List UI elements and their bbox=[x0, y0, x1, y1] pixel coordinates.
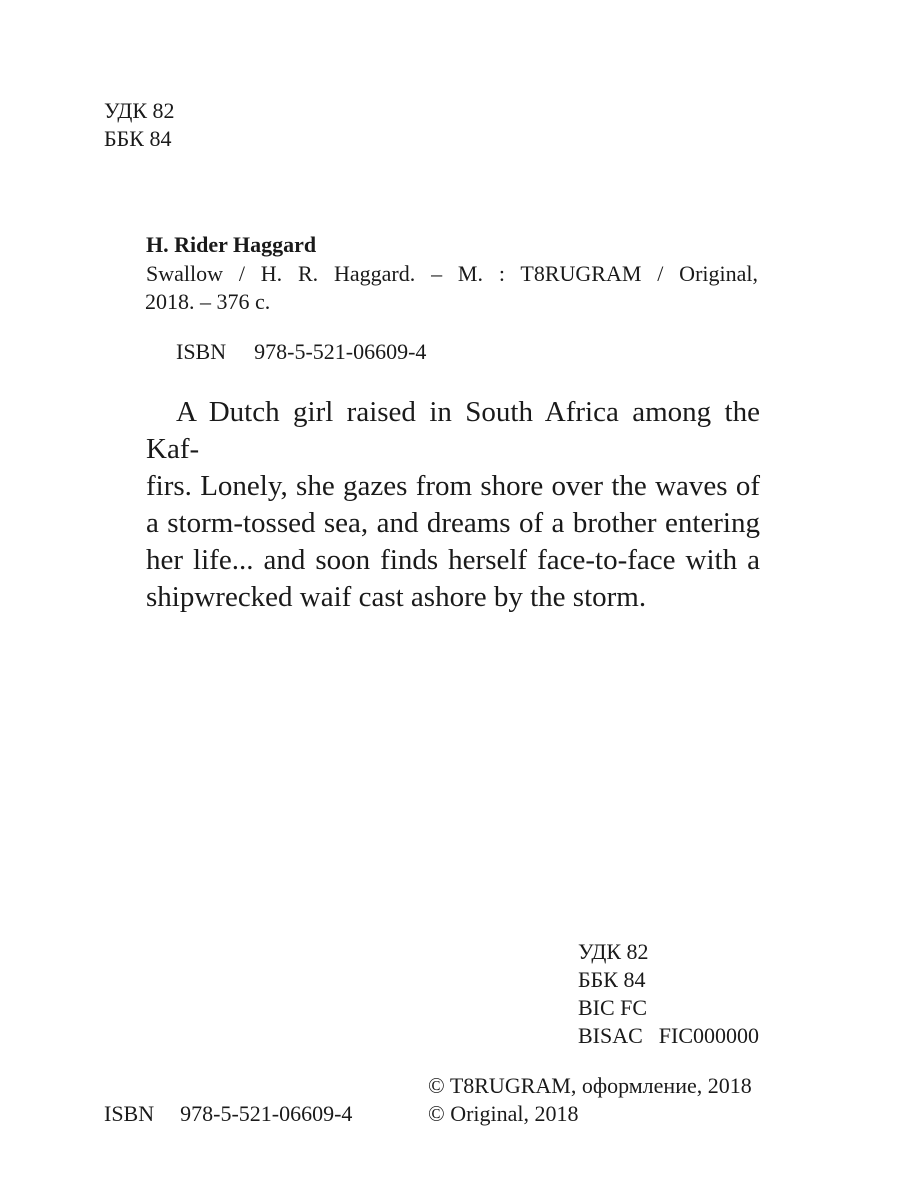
bbk-code-bottom: ББК 84 bbox=[578, 967, 646, 992]
isbn-record bbox=[176, 339, 426, 365]
copyright-notices bbox=[428, 1072, 752, 1128]
copyright-line-2: © Original, 2018 bbox=[428, 1101, 579, 1126]
annotation-line: firs. Lonely, she gazes from shore over the waves of bbox=[146, 470, 760, 502]
bisac-code bbox=[578, 1022, 759, 1050]
annotation-line: a storm-tossed sea, and dreams of a brother entering bbox=[146, 507, 760, 539]
udk-code-bottom: УДК 82 bbox=[578, 939, 649, 964]
annotation-line: shipwrecked waif cast ashore by the storm. bbox=[146, 581, 647, 613]
annotation-text bbox=[146, 394, 760, 616]
isbn-bottom-label: ISBN bbox=[104, 1101, 155, 1126]
isbn-label: ISBN bbox=[176, 339, 227, 364]
bisac-label: BISAC bbox=[578, 1023, 643, 1048]
isbn-number: 978-5-521-06609-4 bbox=[254, 339, 427, 364]
top-classification-codes bbox=[104, 97, 175, 153]
annotation-line: her life... and soon finds herself face-to-face with a bbox=[146, 544, 760, 576]
isbn-bottom bbox=[104, 1100, 352, 1128]
copyright-line-1: © T8RUGRAM, оформление, 2018 bbox=[428, 1073, 752, 1098]
udk-code: УДК 82 bbox=[104, 98, 175, 123]
bisac-value: FIC000000 bbox=[658, 1023, 760, 1048]
isbn-bottom-number: 978-5-521-06609-4 bbox=[180, 1101, 353, 1126]
author-name: H. Rider Haggard bbox=[146, 232, 317, 257]
bibliographic-record bbox=[146, 260, 758, 316]
bottom-classification-codes bbox=[578, 938, 759, 1050]
biblio-line-1: Swallow / H. R. Haggard. – M. : T8RUGRAM / Original, bbox=[146, 261, 758, 286]
bic-code: BIC FC bbox=[578, 995, 648, 1020]
annotation-line: A Dutch girl raised in South Africa among the Kaf- bbox=[146, 396, 760, 465]
bbk-code: ББК 84 bbox=[104, 126, 172, 151]
biblio-line-2: 2018. – 376 с. bbox=[145, 289, 271, 314]
